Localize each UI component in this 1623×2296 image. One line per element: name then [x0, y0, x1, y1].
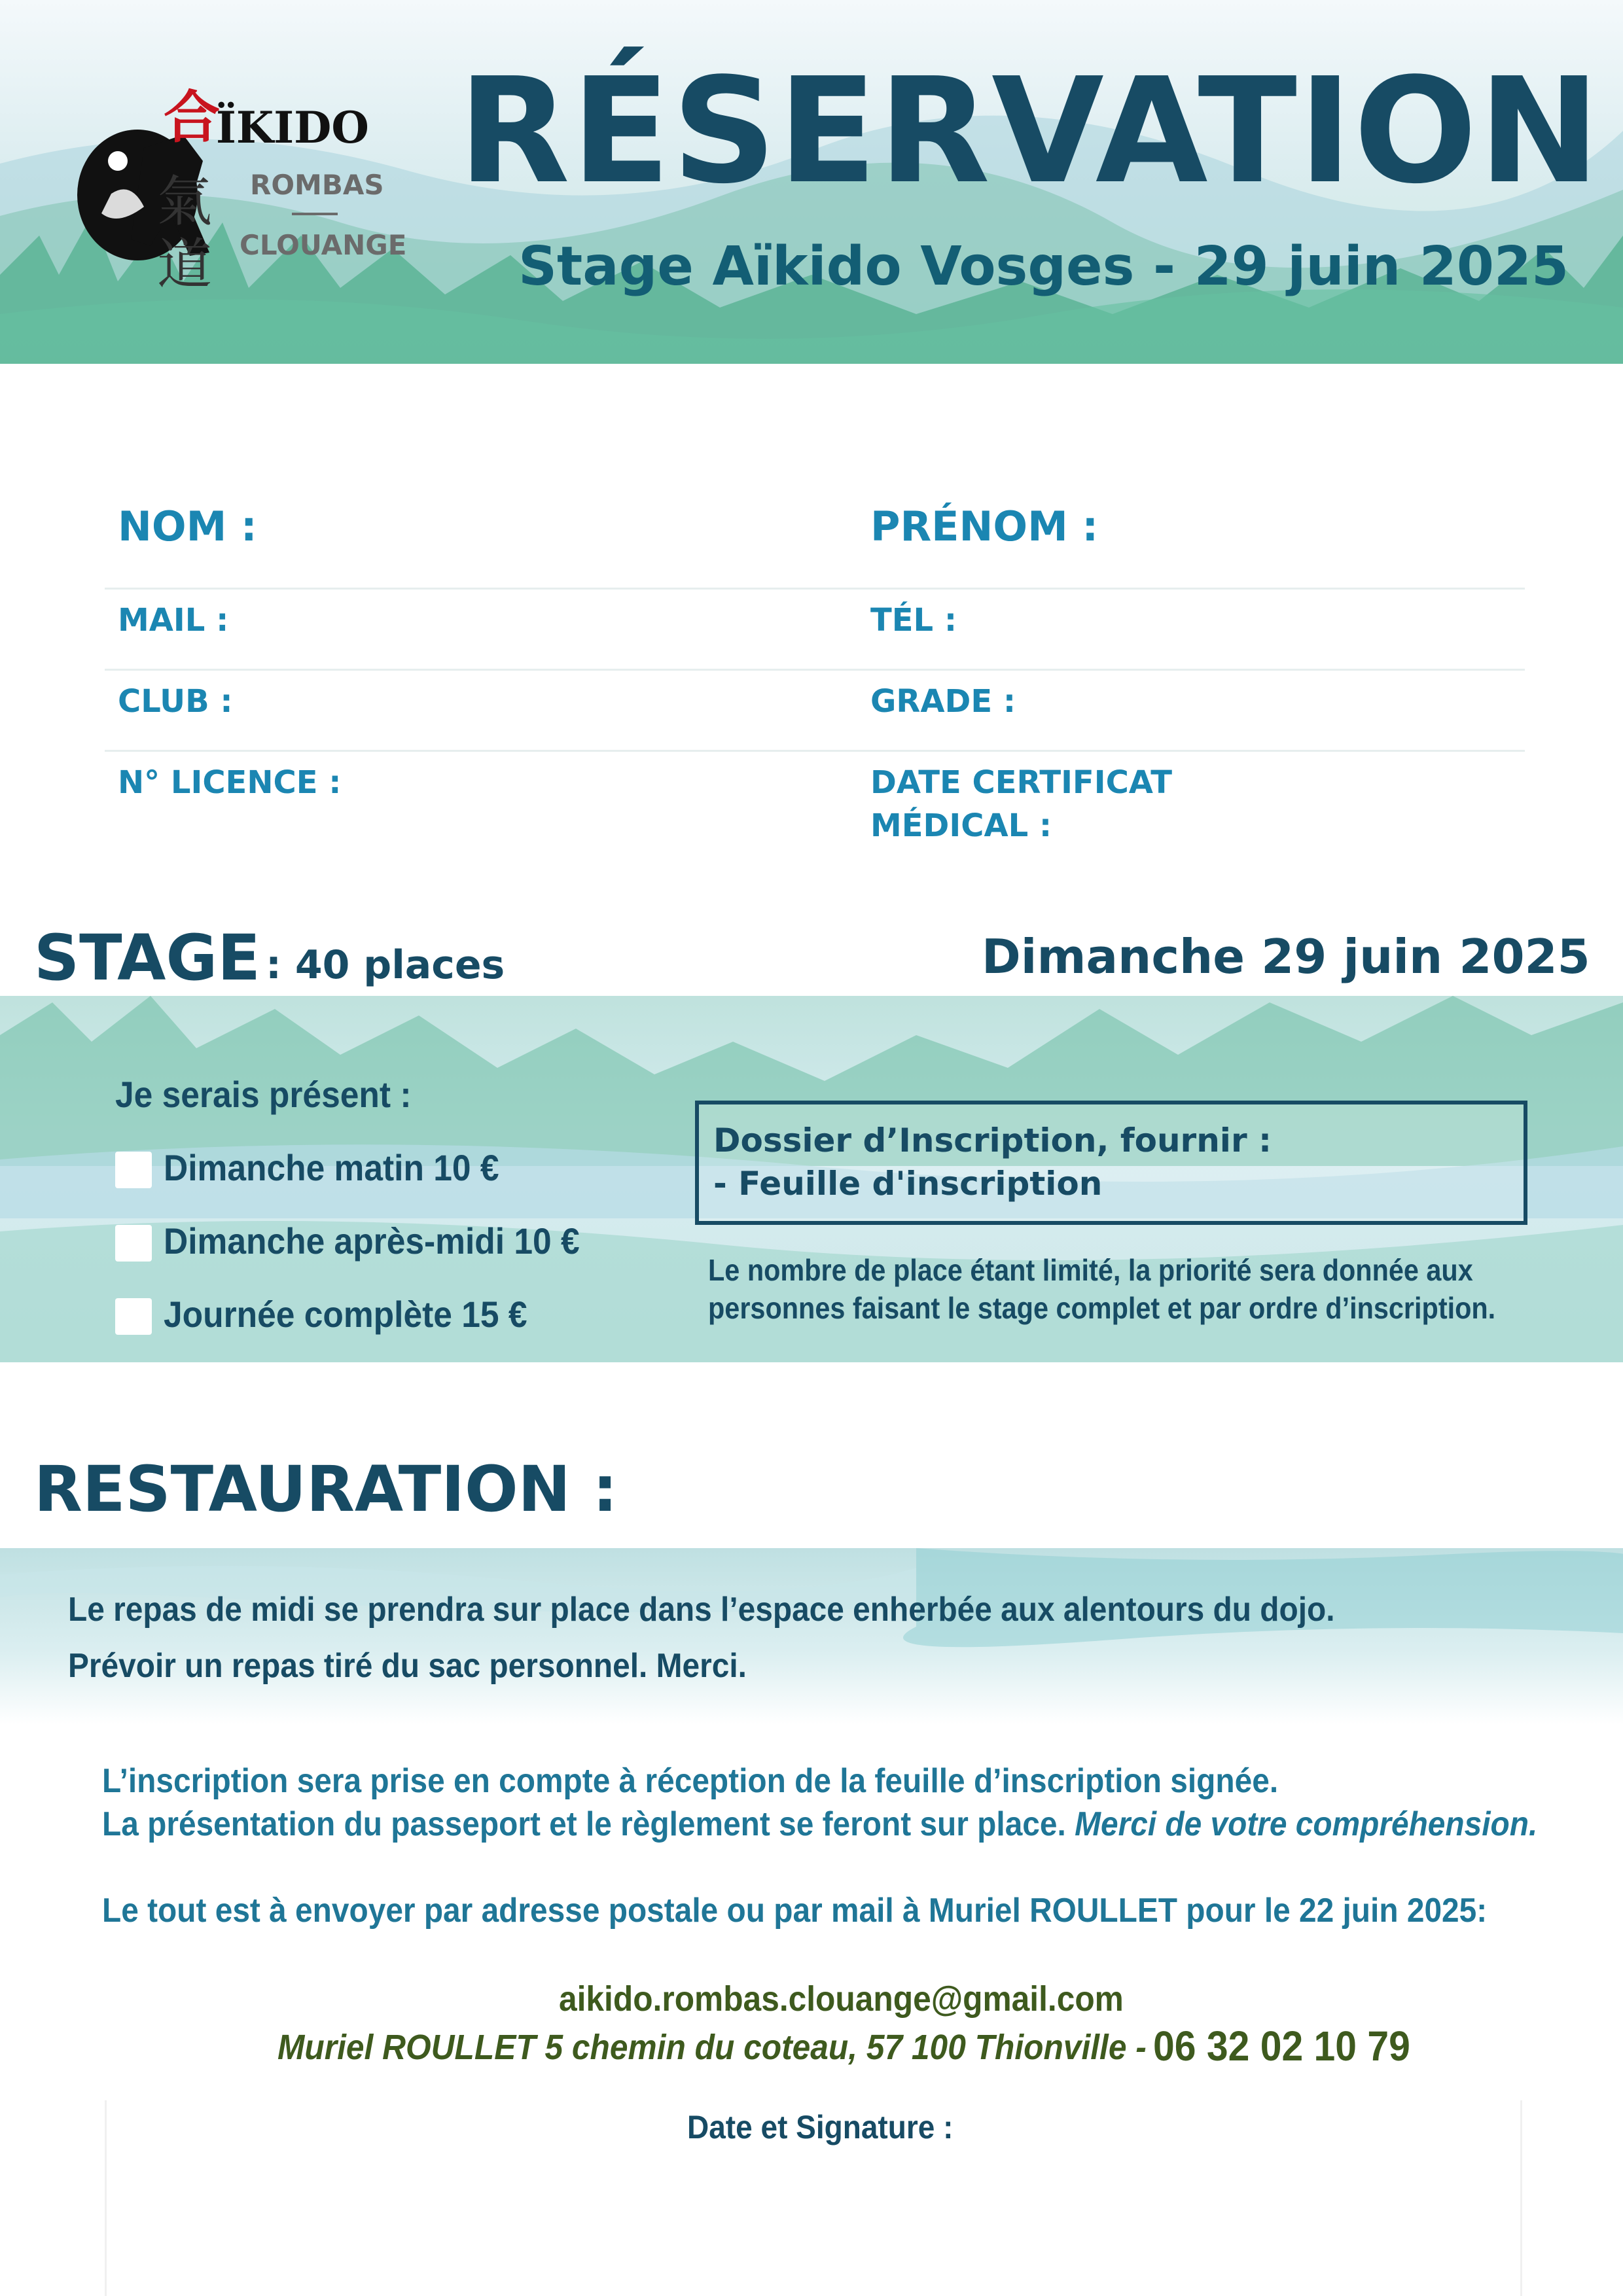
- contact-phone: 06 32 02 10 79: [1153, 2022, 1410, 2070]
- stage-places: : 40 places: [266, 942, 505, 988]
- contact-address: Muriel ROULLET 5 chemin du coteau, 57 100 Thionville -: [277, 2028, 1147, 2067]
- page-subtitle: Stage Aïkido Vosges - 29 juin 2025: [518, 236, 1569, 298]
- option-apres-midi-checkbox[interactable]: [115, 1225, 152, 1262]
- dossier-title: Dossier d’Inscription, fournir :: [713, 1122, 1272, 1159]
- form-divider: [105, 588, 1525, 590]
- info-line2: [102, 1805, 1537, 1844]
- certificat-label: DATE CERTIFICAT: [870, 764, 1172, 801]
- info-line2-text: La présentation du passeport et le règlement se feront sur place.: [102, 1805, 1066, 1843]
- option-matin-label: Dimanche matin 10 €: [164, 1147, 499, 1188]
- logo-divider: [292, 213, 338, 215]
- dossier-item: - Feuille d'inscription: [713, 1165, 1103, 1203]
- priority-note-line1: Le nombre de place étant limité, la priorité sera donnée aux: [708, 1253, 1473, 1287]
- club-label: CLUB :: [118, 683, 233, 720]
- info-line1: L’inscription sera prise en compte à réception de la feuille d’inscription signée.: [102, 1762, 1279, 1800]
- option-matin-checkbox[interactable]: [115, 1152, 152, 1188]
- stage-date: Dimanche 29 juin 2025: [982, 929, 1590, 984]
- restauration-title: RESTAURATION :: [34, 1453, 618, 1526]
- nom-label: NOM :: [118, 503, 257, 550]
- priority-note-line2: personnes faisant le stage complet et par ordre d’inscription.: [708, 1291, 1496, 1325]
- presence-intro: Je serais présent :: [115, 1074, 412, 1115]
- tel-label: TÉL :: [870, 602, 957, 639]
- contact-email[interactable]: aikido.rombas.clouange@gmail.com: [559, 1979, 1124, 2019]
- option-journee-label: Journée complète 15 €: [164, 1294, 527, 1335]
- mail-label: MAIL :: [118, 602, 229, 639]
- header-banner: [0, 0, 1623, 364]
- prenom-label: PRÉNOM :: [870, 503, 1099, 550]
- form-divider: [105, 750, 1525, 752]
- page-title: RÉSERVATION: [458, 47, 1601, 216]
- dossier-box: [695, 1101, 1527, 1225]
- restauration-text-line1: Le repas de midi se prendra sur place dans l’espace enherbée aux alentours du dojo.: [68, 1591, 1335, 1629]
- logo-kanji-bottom: 氣道: [157, 169, 213, 296]
- signature-label: Date et Signature :: [687, 2109, 954, 2146]
- restauration-banner: [0, 1548, 1623, 1725]
- logo-kanji-top: 合: [164, 84, 220, 150]
- option-apres-midi-label: Dimanche après-midi 10 €: [164, 1220, 580, 1262]
- logo-word: ÏKIDO: [216, 102, 369, 153]
- restauration-text-line2: Prévoir un repas tiré du sac personnel. Merci.: [68, 1647, 747, 1685]
- medical-label: MÉDICAL :: [870, 807, 1052, 844]
- info-line3: Le tout est à envoyer par adresse postale ou par mail à Muriel ROULLET pour le 22 juin 2025:: [102, 1892, 1488, 1930]
- restauration-watercolor: [0, 1548, 1623, 1725]
- form-divider: [105, 669, 1525, 671]
- stage-title: STAGE: [34, 921, 260, 995]
- grade-label: GRADE :: [870, 683, 1016, 720]
- logo-line-rombas: ROMBAS: [250, 169, 384, 201]
- option-journee-checkbox[interactable]: [115, 1298, 152, 1335]
- info-line2-italic: Merci de votre compréhension.: [1075, 1805, 1538, 1843]
- licence-label: N° LICENCE :: [118, 764, 342, 801]
- logo-line-clouange: CLOUANGE: [240, 229, 407, 261]
